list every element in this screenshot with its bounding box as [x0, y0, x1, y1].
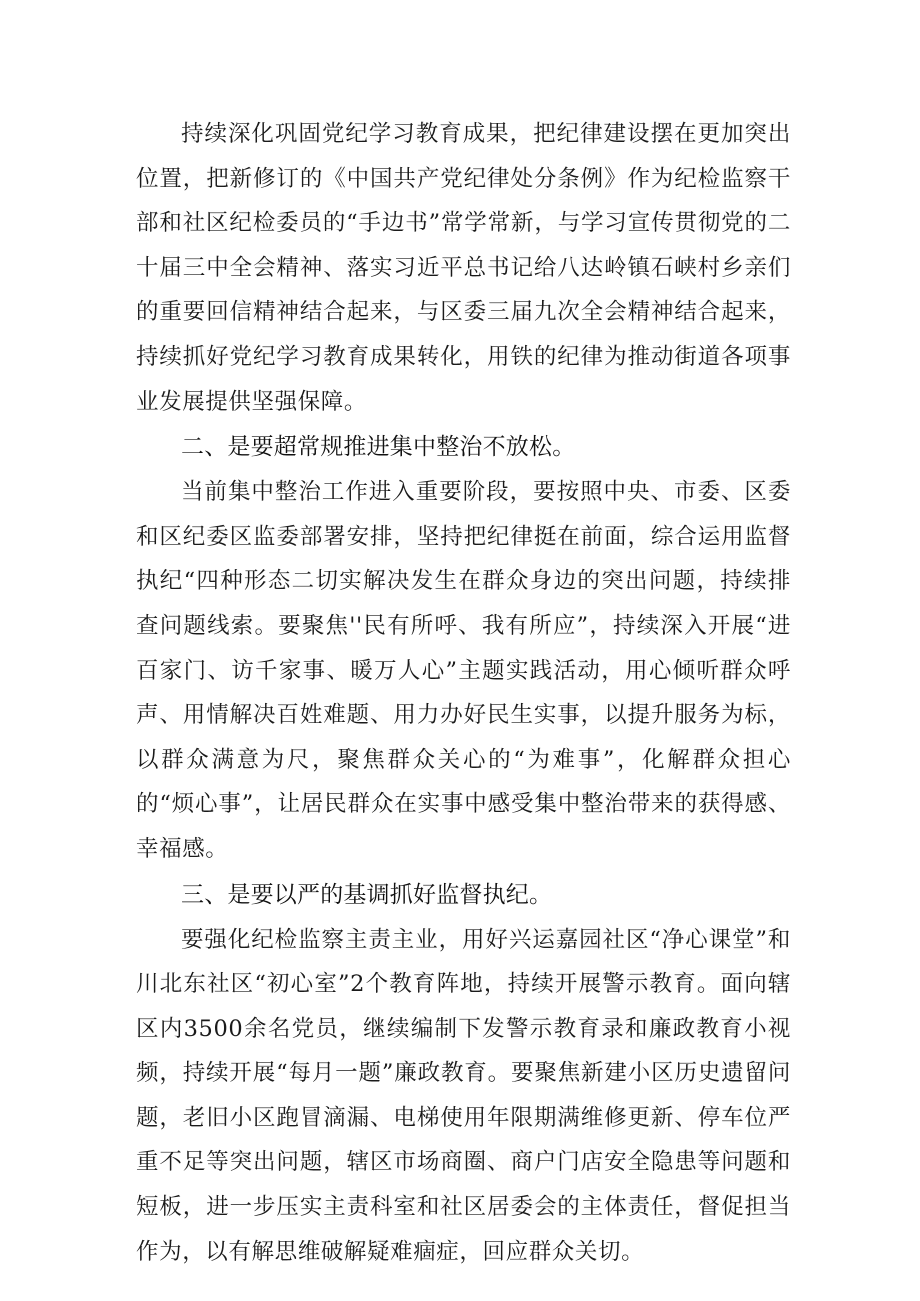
- paragraph-concentrated-rectification: 当前集中整治工作进入重要阶段，要按照中央、市委、区委和区纪委区监委部署安排，坚持把纪律挺在前面，综合运用监督执纪“四种形态二切实解决发生在群众身边的突出问题，持续排查问题线索。要聚焦''民有所呼、我有所应”，持续深入开展“进百家门、访千家事、暖万人心”主题实践活动，用心倾听群众呼声、用情解决百姓难题、用力办好民生实事，以提升服务为标，以群众满意为尺，聚焦群众关心的“为难事”，化解群众担心的“烦心事”，让居民群众在实事中感受集中整治带来的获得感、幸福感。: [136, 479, 791, 862]
- section-heading-two: 二、是要超常规推进集中整治不放松。: [181, 434, 576, 461]
- paragraph-party-discipline-education: 持续深化巩固党纪学习教育成果，把纪律建设摆在更加突出位置，把新修订的《中国共产党纪律处分条例》作为纪检监察干部和社区纪检委员的“手边书”常学常新，与学习宣传贯彻党的二十届三中全会精神、落实习近平总书记给八达岭镇石峡村乡亲们的重要回信精神结合起来，与区委三届九次全会精神结合起来，持续抓好党纪学习教育成果转化，用铁的纪律为推动街道各项事业发展提供坚强保障。: [136, 121, 791, 415]
- section-heading-three: 三、是要以严的基调抓好监督执纪。: [181, 881, 553, 908]
- document-body: [136, 112, 791, 1274]
- paragraph-supervision-discipline: 要强化纪检监察主责主业，用好兴运嘉园社区“净心课堂”和川北东社区“初心室”2个教育阵地，持续开展警示教育。面向辖区内3500余名党员，继续编制下发警示教育录和廉政教育小视频，持续开展“每月一题”廉政教育。要聚焦新建小区历史遗留问题，老旧小区跑冒滴漏、电梯使用年限期满维修更新、停车位严重不足等突出问题，辖区市场商圈、商户门店安全隐患等问题和短板，进一步压实主责科室和社区居委会的主体责任，督促担当作为，以有解思维破解疑难痼症，回应群众关切。: [136, 926, 791, 1265]
